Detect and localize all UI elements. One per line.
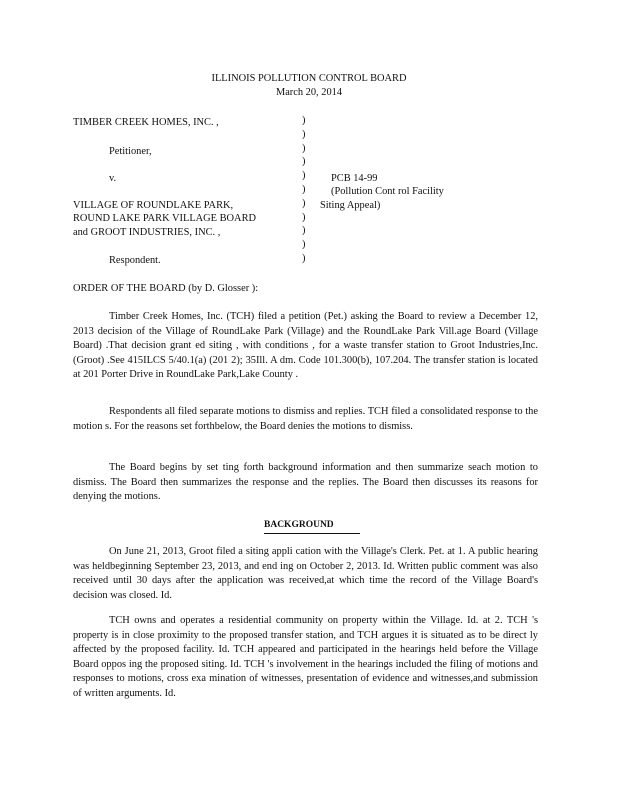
respondent-name-line1: VILLAGE OF ROUNDLAKE PARK,: [73, 200, 234, 211]
caption-parentheses: ) ) ) ) ) ) ) ) ) ) ): [302, 115, 306, 264]
paragraph-3: The Board begins by set ting forth background information and then summarize seach motion to dismiss. The Board then summarizes the response and the replies. The Board then discusses its reasons for denying the motions.: [73, 462, 538, 503]
respondent-name-line3: and GROOT INDUSTRIES, INC. ,: [73, 227, 221, 238]
paragraph-2: Respondents all filed separate motions to dismiss and replies. TCH filed a consolidated response to the motion s. For the reasons set forthbelow, the Board denies the motions to dismiss.: [73, 406, 538, 432]
case-type-line1: (Pollution Cont rol Facility: [331, 186, 444, 197]
order-title: ORDER OF THE BOARD (by D. Glosser ):: [73, 283, 259, 294]
paragraph-1: Timber Creek Homes, Inc. (TCH) filed a petition (Pet.) asking the Board to review a December 12, 2013 decision of the Village of RoundLake Park (Village) and the RoundLake Park Vill.age Board (Village Board) .That decision grant ed siting , with conditions , for a waste transfer station to Groot Industries,Inc. (Groot) .See 415ILCS 5/40.1(a) (201 2); 35Ill. A dm. Code 101.300(b), 107.204. The transfer station is located at 201 Porter Drive in RoundLake Park,Lake County .: [73, 311, 538, 381]
petitioner-name: TIMBER CREEK HOMES, INC. ,: [73, 117, 219, 128]
order-date: March 20, 2014: [275, 87, 343, 98]
petitioner-role: Petitioner,: [109, 146, 152, 157]
paragraph-4: On June 21, 2013, Groot filed a siting appli cation with the Village's Clerk. Pet. at 1. A public hearing was heldbeginning September 23, 2013, and end ing on October 2, 2013. Id. Written public comment was also received until 30 days after the application was received,at which time the record of the Village Board's decision was closed. Id.: [73, 546, 538, 601]
paragraph-5: TCH owns and operates a residential community on property within the Village. Id. at 2. TCH 's property is in close proximity to the proposed transfer station, and TCH argues it is situated as to be direct ly affected by the proposed facility. Id. TCH appeared and participated in the hearings held before the Village Board oppos ing the proposed siting. Id. TCH 's involvement in the hearings included the filing of motions and responses to motions, cross exa mination of witnesses, presentation of evidence and witnesses,and submission of written arguments. Id.: [73, 615, 538, 699]
versus-label: v.: [109, 173, 117, 184]
respondent-role: Respondent.: [109, 255, 161, 266]
agency-title: ILLINOIS POLLUTION CONTROL BOARD: [211, 73, 407, 84]
background-heading: BACKGROUND: [264, 518, 360, 534]
respondent-name-line2: ROUND LAKE PARK VILLAGE BOARD: [73, 213, 256, 224]
case-number: PCB 14-99: [331, 173, 378, 184]
case-type-line2: Siting Appeal): [320, 200, 381, 211]
